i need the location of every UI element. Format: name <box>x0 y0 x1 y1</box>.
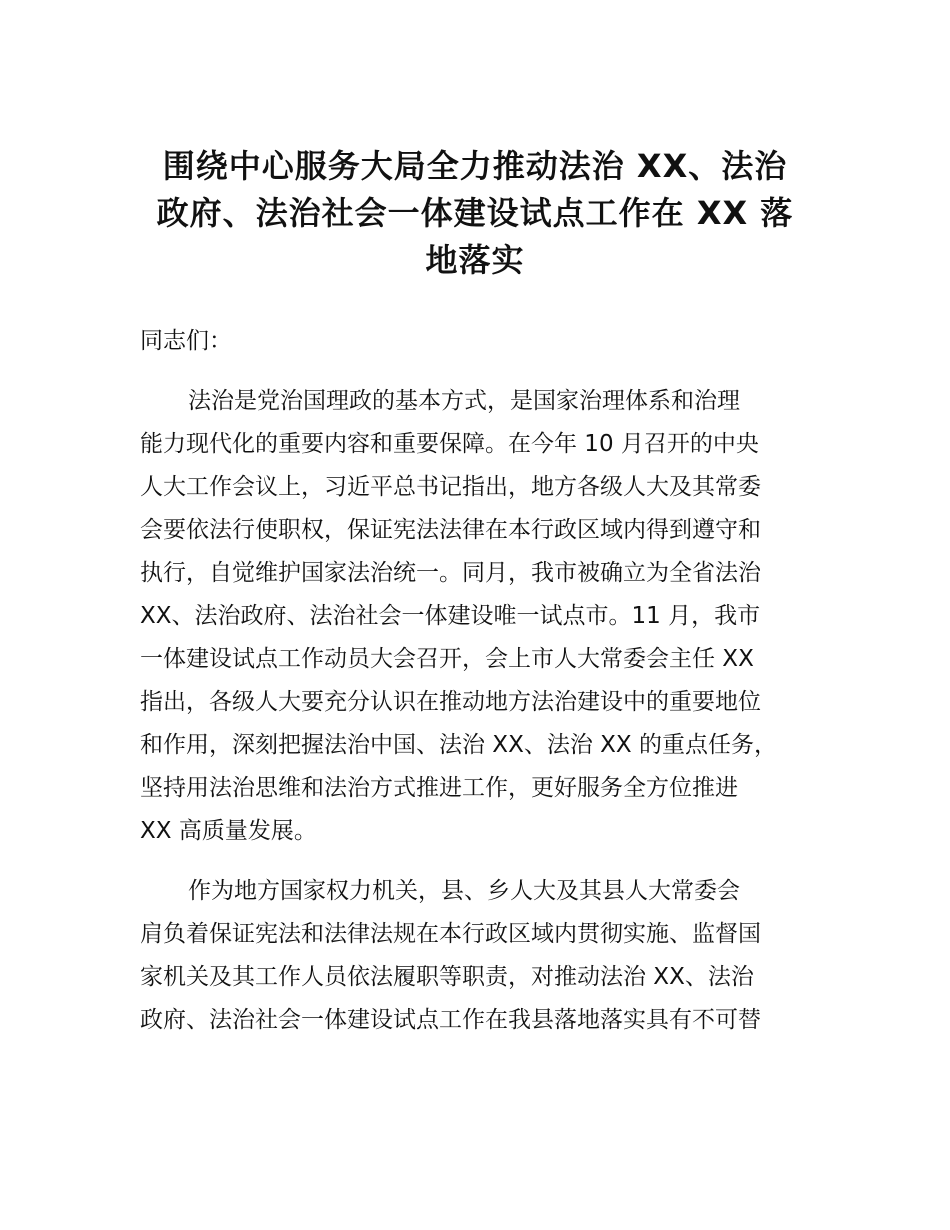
body-paragraph <box>140 870 820 1042</box>
document-title <box>140 143 810 284</box>
paragraph-line: 家机关及其工作人员依法履职等职责，对推动法治 XX、法治 <box>140 964 754 990</box>
title-line: 地落实 <box>425 241 525 279</box>
title-line: 围绕中心服务大局全力推动法治 XX、法治 <box>162 147 788 185</box>
paragraph-line: 一体建设试点工作动员大会召开，会上市人大常委会主任 XX <box>140 646 754 672</box>
paragraph-line: 法治是党治国理政的基本方式，是国家治理体系和治理 <box>188 388 740 414</box>
title-line: 政府、法治社会一体建设试点工作在 XX 落 <box>156 194 794 232</box>
paragraph-line: 人大工作会议上，习近平总书记指出，地方各级人大及其常委 <box>140 474 761 500</box>
paragraph-line: 政府、法治社会一体建设试点工作在我县落地落实具有不可替 <box>140 1007 761 1033</box>
paragraph-line: XX 高质量发展。 <box>140 818 317 844</box>
paragraph-line: XX、法治政府、法治社会一体建设唯一试点市。11 月，我市 <box>140 603 761 629</box>
body-paragraph <box>140 380 820 853</box>
paragraph-line: 能力现代化的重要内容和重要保障。在今年 10 月召开的中央 <box>140 431 759 457</box>
paragraph-line: 作为地方国家权力机关，县、乡人大及其县人大常委会 <box>188 878 740 904</box>
paragraph-line: 会要依法行使职权，保证宪法法律在本行政区域内得到遵守和 <box>140 517 761 543</box>
paragraph-line: 执行，自觉维护国家法治统一。同月，我市被确立为全省法治 <box>140 560 761 586</box>
paragraph-line: 肩负着保证宪法和法律法规在本行政区域内贯彻实施、监督国 <box>140 921 761 947</box>
salutation: 同志们： <box>140 328 232 354</box>
paragraph-line: 坚持用法治思维和法治方式推进工作，更好服务全方位推进 <box>140 775 738 801</box>
paragraph-line: 和作用，深刻把握法治中国、法治 XX、法治 XX 的重点任务， <box>140 732 777 758</box>
paragraph-line: 指出，各级人大要充分认识在推动地方法治建设中的重要地位 <box>140 689 761 715</box>
